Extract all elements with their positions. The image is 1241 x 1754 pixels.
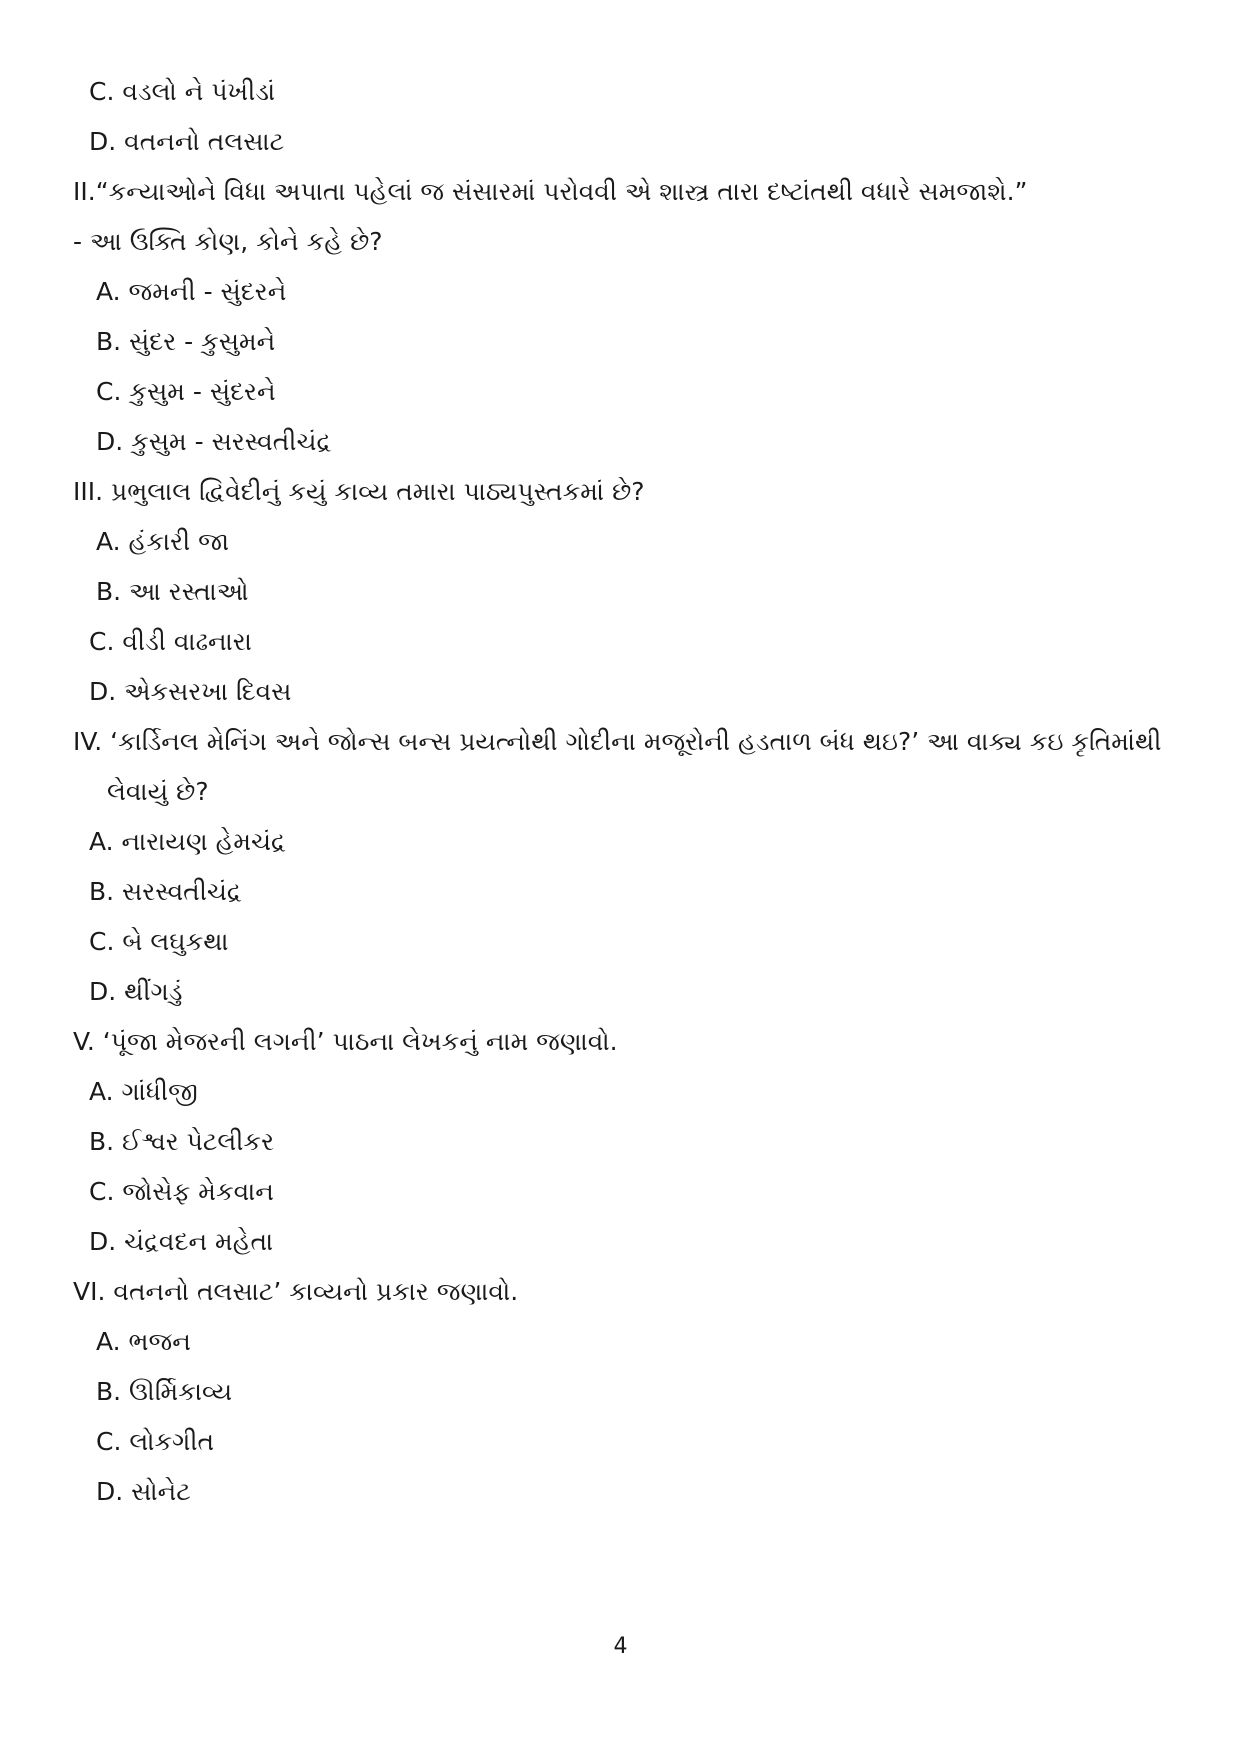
option-a: A. નારાયણ હેમચંદ્ર (89, 827, 286, 856)
question-3-text: III. પ્રભુલાલ દ્વિવેદીનું કયું કાવ્ય તમારા પાઠ્યપુસ્તકમાં છે? (73, 477, 645, 506)
option-b: B. ઊર્મિકાવ્ય (96, 1377, 233, 1406)
question-4-text-continued: લેવાયું છે? (107, 777, 209, 806)
option-d: D. થીંગડું (89, 977, 183, 1006)
option-d: D. ચંદ્રવદન મહેતા (89, 1227, 274, 1256)
question-6-text: VI. વતનનો તલસાટ’ કાવ્યનો પ્રકાર જણાવો. (73, 1277, 519, 1306)
option-b: B. આ રસ્તાઓ (96, 577, 249, 606)
option-b: B. સરસ્વતીચંદ્ર (89, 877, 242, 906)
option-c: C. વીડી વાઢનારા (89, 627, 252, 656)
question-2-text: II.“કન્યાઓને વિધા અપાતા પહેલાં જ સંસારમાં પરોવવી એ શાસ્ત્ર તારા દષ્ટાંતથી વધારે સમજાશે.” (73, 177, 1028, 206)
option-d: D. એકસરખા દિવસ (89, 677, 292, 706)
option-a: A. હંકારી જા (96, 527, 230, 556)
page-number: 4 (613, 1634, 628, 1659)
option-c: C. લોકગીત (96, 1427, 215, 1456)
option-a: A. જમની - સુંદરને (96, 277, 287, 306)
option-c: C. કુસુમ - સુંદરને (96, 377, 276, 406)
option-d: D. કુસુમ - સરસ્વતીચંદ્ર (96, 427, 332, 456)
option-b: B. ઈશ્વર પેટલીકર (89, 1127, 274, 1156)
option-a: A. ગાંધીજી (89, 1077, 198, 1106)
option-d: D. સોનેટ (96, 1477, 191, 1506)
option-d: D. વતનનો તલસાટ (89, 127, 285, 156)
option-a: A. ભજન (96, 1327, 191, 1356)
option-c: C. બે લઘુકથા (89, 927, 229, 956)
question-4-text: IV. ‘કાર્ડિનલ મેનિંગ અને જોન્સ બન્સ પ્રયત્નોથી ગોદીના મજૂરોની હડતાળ બંધ થઇ?’ આ વાક્ય કઇ કૃતિમાંથી (73, 727, 1162, 756)
question-2-subtext: - આ ઉક્તિ કોણ, કોને કહે છે? (73, 227, 383, 256)
question-5-text: V. ‘પૂંજા મેજરની લગની’ પાઠના લેખકનું નામ જણાવો. (73, 1027, 618, 1056)
option-b: B. સુંદર - કુસુમને (96, 327, 276, 356)
option-c: C. જોસેફ મેકવાન (89, 1177, 274, 1206)
option-c: C. વડલો ને પંખીડાં (89, 77, 276, 106)
